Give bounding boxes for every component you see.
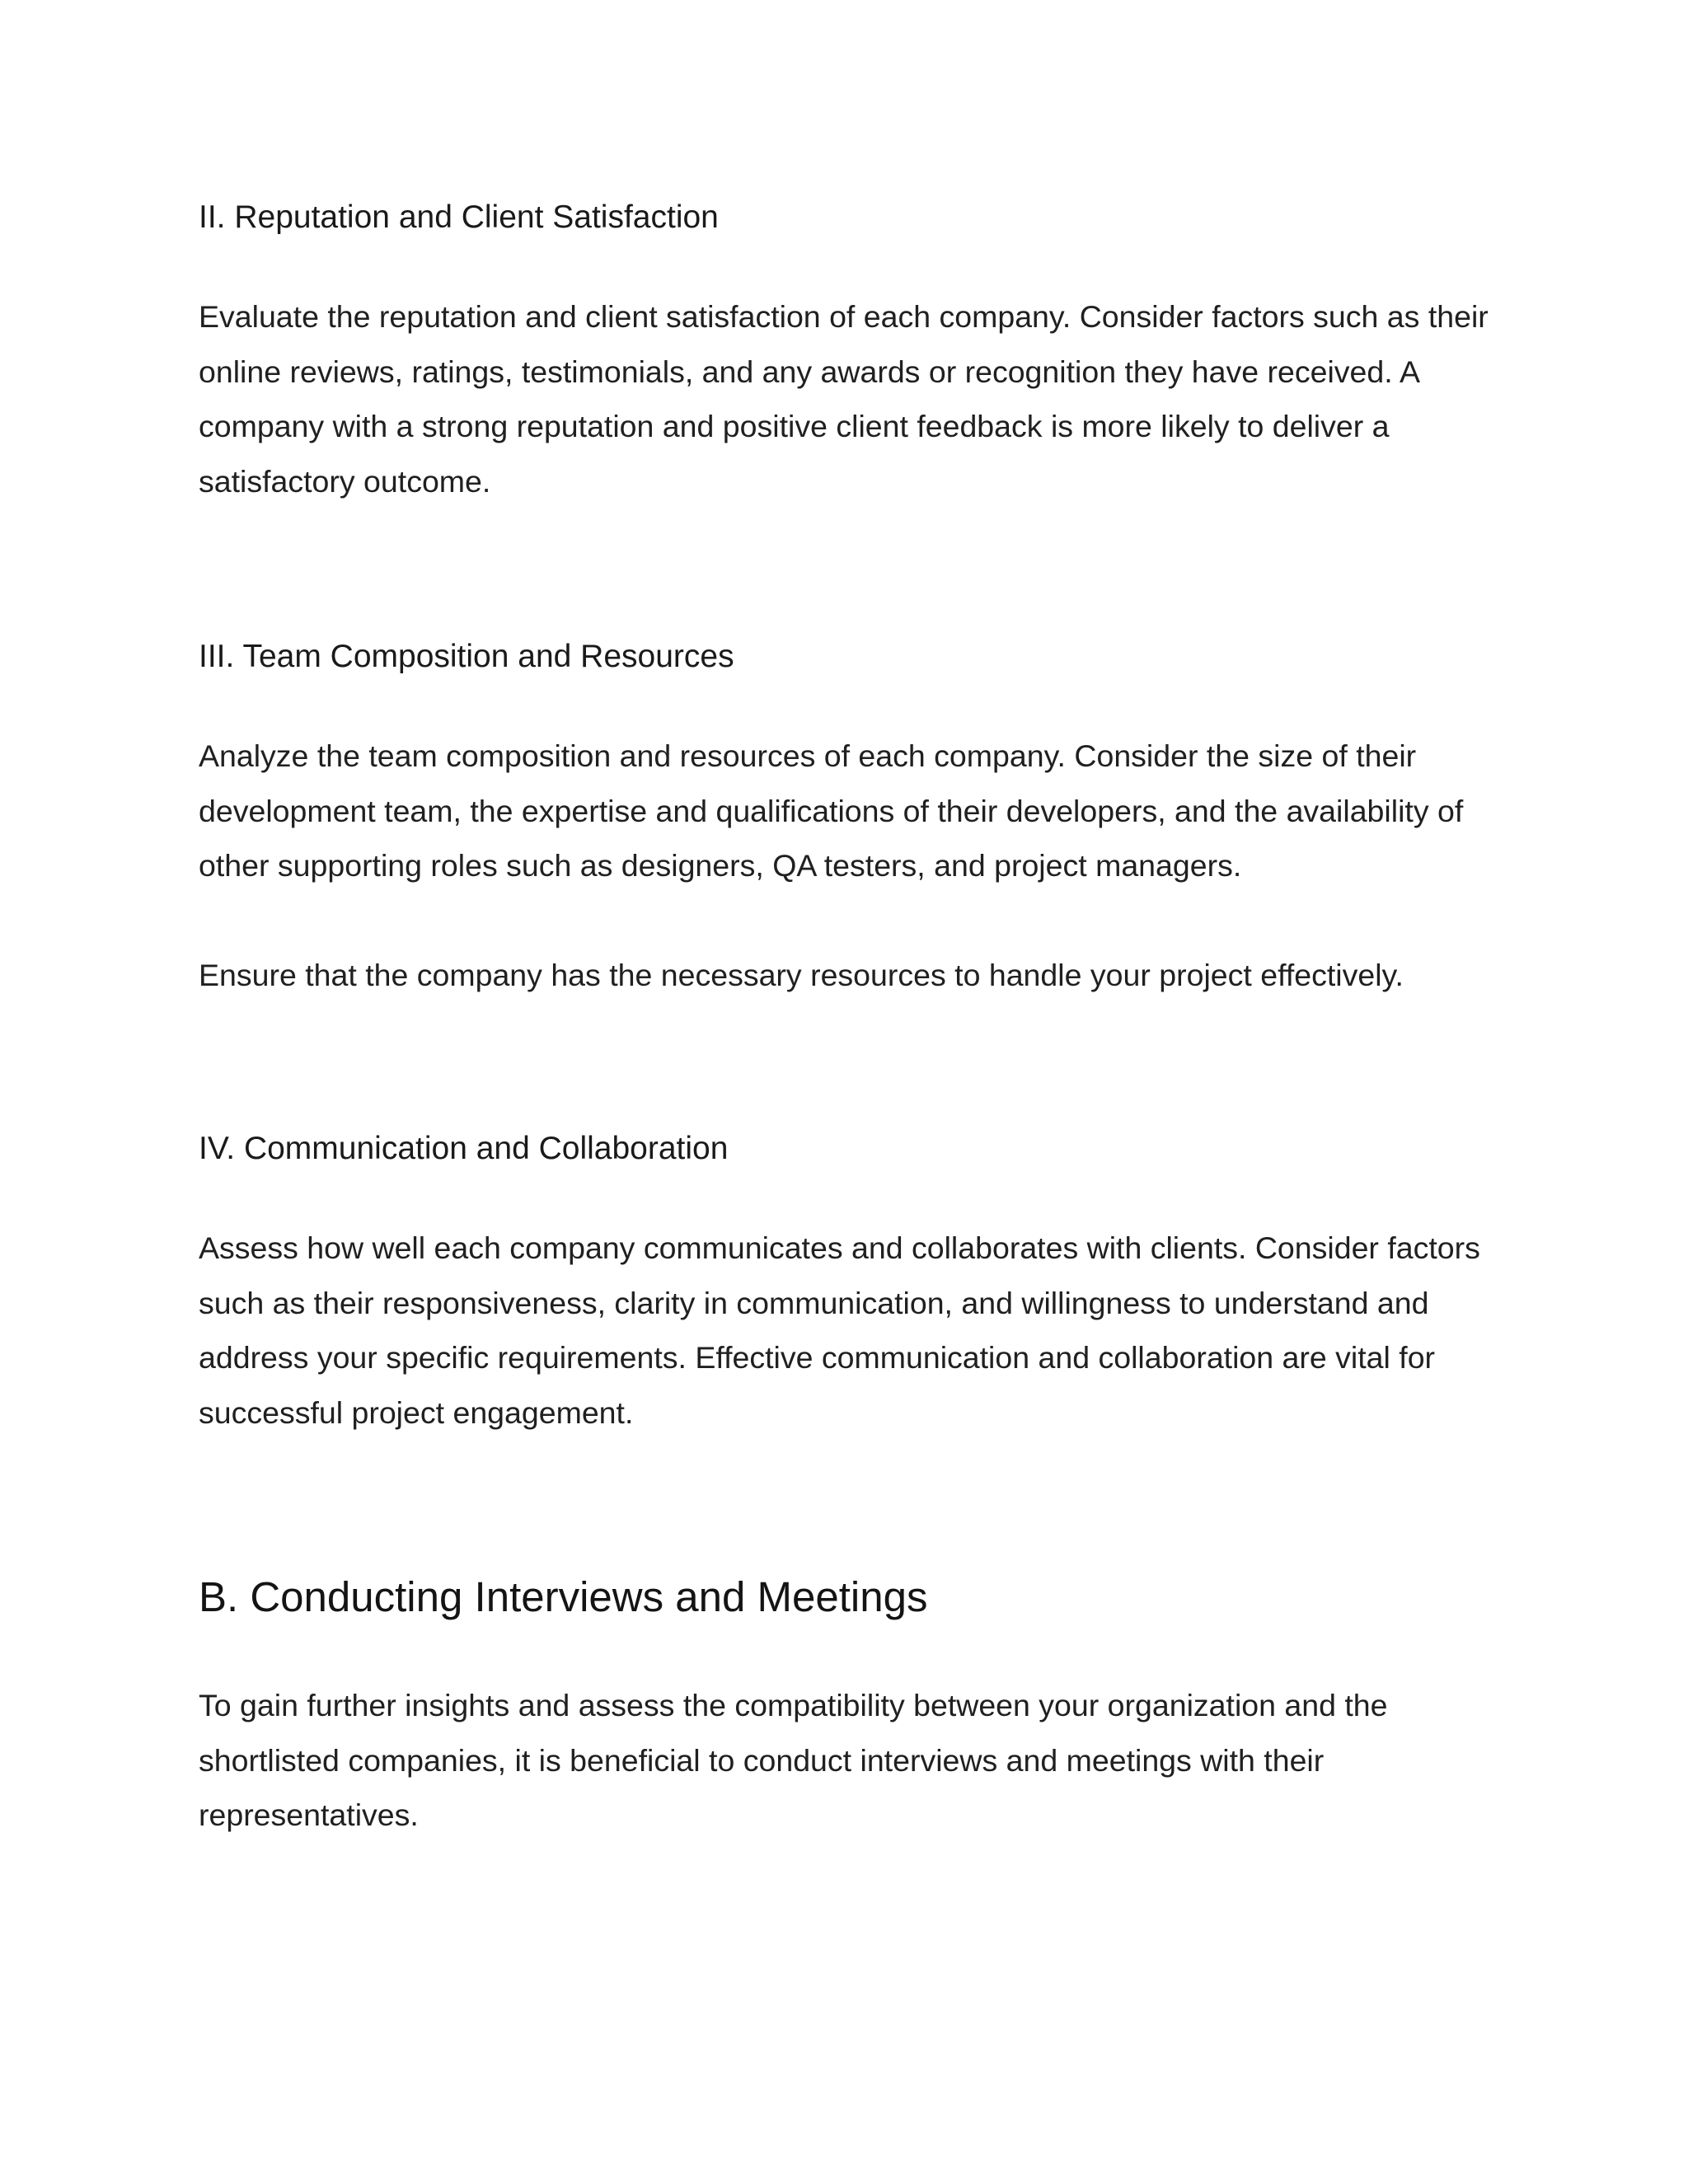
section-iv-heading: IV. Communication and Collaboration xyxy=(199,1131,729,1166)
section-ii-heading: II. Reputation and Client Satisfaction xyxy=(199,199,719,235)
section-iii-paragraph-1: Analyze the team composition and resources of each company. Consider the size of their development team, the expertise and qualifications of their developers, and the availability of other supporting roles such as designers, QA testers, and project managers. xyxy=(199,738,1464,883)
section-iii-heading: III. Team Composition and Resources xyxy=(199,639,734,674)
section-b-heading: B. Conducting Interviews and Meetings xyxy=(199,1573,928,1620)
section-b-paragraph: To gain further insights and assess the compatibility between your organization and the shortlisted companies, it is beneficial to conduct interviews and meetings with their representatives. xyxy=(199,1688,1388,1832)
section-iii-paragraph-2: Ensure that the company has the necessary resources to handle your project effectively. xyxy=(199,958,1404,992)
section-ii-paragraph: Evaluate the reputation and client satisfaction of each company. Consider factors such as their online reviews, ratings, testimonials, and any awards or recognition they have received. A company with a strong reputation and positive client feedback is more likely to deliver a satisfactory outcome. xyxy=(199,299,1489,499)
section-iv-paragraph: Assess how well each company communicates and collaborates with clients. Consider factors such as their responsiveness, clarity in communication, and willingness to understand and address your specific requirements. Effective communication and collaboration are vital for successful project engagement. xyxy=(199,1230,1480,1430)
